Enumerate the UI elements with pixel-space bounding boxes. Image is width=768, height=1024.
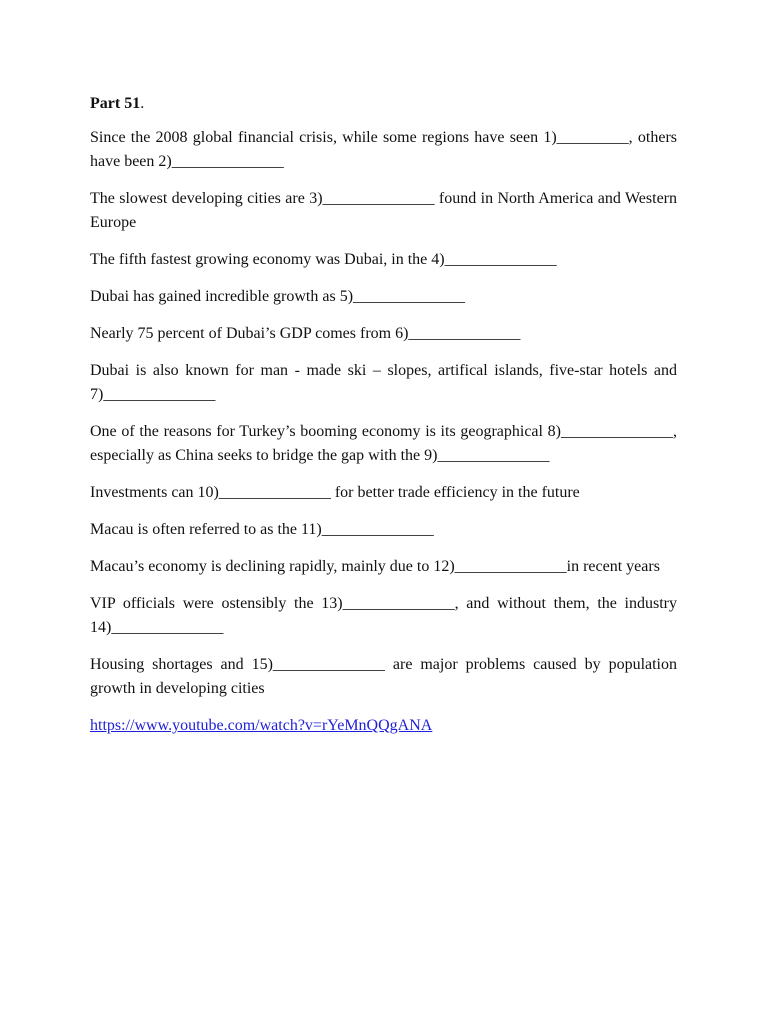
worksheet-page xyxy=(90,92,677,751)
question-4: The fifth fastest growing economy was Dubai, in the 4)______________ xyxy=(90,251,557,268)
part-heading-label: Part 51 xyxy=(90,95,141,112)
part-heading-suffix: . xyxy=(140,95,145,112)
question-1-2: Since the 2008 global financial crisis, while some regions have seen 1)_________, others have been 2)______________ xyxy=(90,129,677,170)
question-10: Investments can 10)______________ for better trade efficiency in the future xyxy=(90,484,580,501)
part-heading xyxy=(90,92,677,116)
question-8-9: One of the reasons for Turkey’s booming economy is its geographical 8)______________, especially as China seeks to bridge the gap with the 9)______________ xyxy=(90,423,677,464)
question-11: Macau is often referred to as the 11)______________ xyxy=(90,521,434,538)
youtube-link[interactable]: https://www.youtube.com/watch?v=rYeMnQQgANA xyxy=(90,717,433,734)
question-15: Housing shortages and 15)______________ are major problems caused by population growth in developing cities xyxy=(90,656,677,697)
question-6: Nearly 75 percent of Dubai’s GDP comes from 6)______________ xyxy=(90,325,521,342)
video-link-paragraph xyxy=(90,714,677,738)
question-5: Dubai has gained incredible growth as 5)______________ xyxy=(90,288,466,305)
question-7: Dubai is also known for man - made ski – slopes, artifical islands, five-star hotels and 7)______________ xyxy=(90,362,677,403)
question-3: The slowest developing cities are 3)______________ found in North America and Western Europe xyxy=(90,190,677,231)
question-12: Macau’s economy is declining rapidly, mainly due to 12)______________in recent years xyxy=(90,558,660,575)
question-13-14: VIP officials were ostensibly the 13)______________, and without them, the industry 14)______________ xyxy=(90,595,677,636)
